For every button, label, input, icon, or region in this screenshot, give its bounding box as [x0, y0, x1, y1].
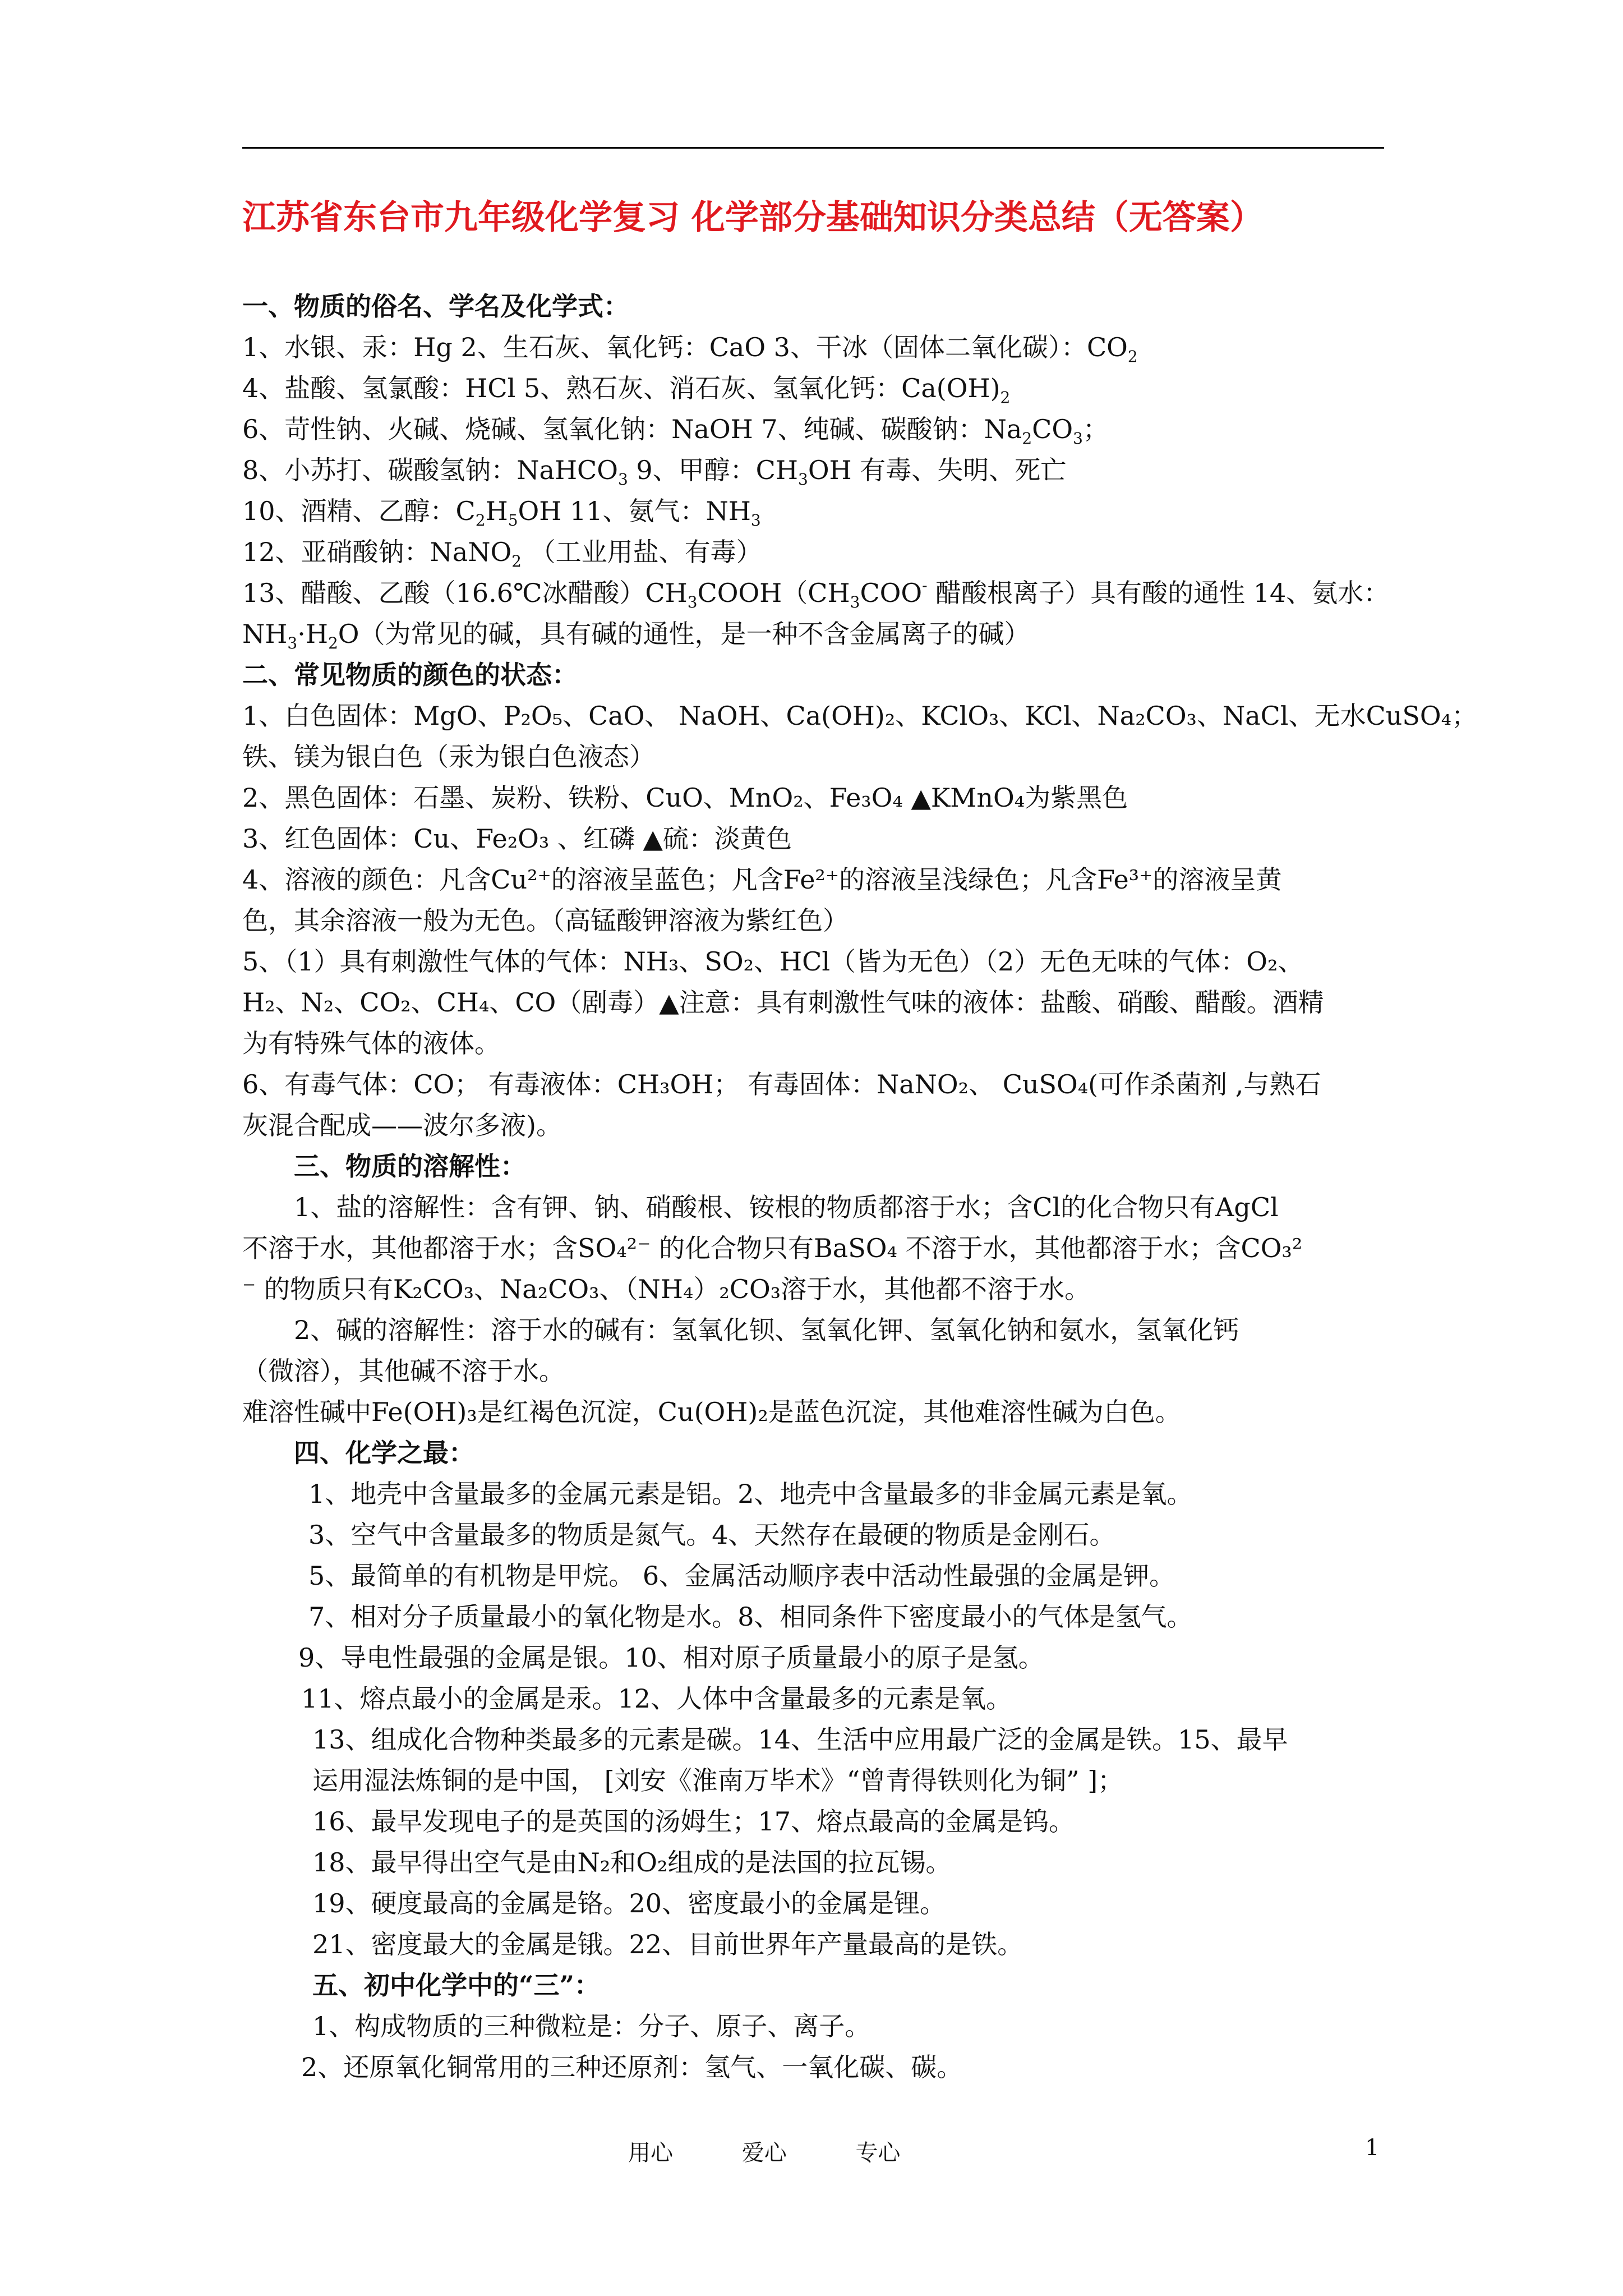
- section-heading-4: 四、化学之最：: [294, 1438, 474, 1468]
- text-line: 1、盐的溶解性：含有钾、钠、硝酸根、铵根的物质都溶于水；含Cl的化合物只有AgCl: [294, 1192, 1279, 1222]
- text-line: ⁻ 的物质只有K₂CO₃、Na₂CO₃、（NH₄）₂CO₃溶于水，其他都不溶于水。: [242, 1274, 1091, 1304]
- text-line: 11、熔点最小的金属是汞。12、人体中含量最多的元素是氧。: [301, 1683, 1012, 1714]
- text-line: 18、最早得出空气是由N₂和O₂组成的是法国的拉瓦锡。: [312, 1847, 952, 1878]
- text-line: 色，其余溶液一般为无色。（高锰酸钾溶液为紫红色）: [242, 905, 849, 936]
- section-heading-1: 一、物质的俗名、学名及化学式：: [242, 291, 629, 321]
- text-line: 3、空气中含量最多的物质是氮气。4、天然存在最硬的物质是金刚石。: [308, 1520, 1115, 1550]
- text-line: 13、醋酸、乙酸（16.6℃冰醋酸）$CH_3COOH(CH_3COO^-$ 醋酸根离子）具有酸的通性 14、氨水：: [242, 576, 1390, 611]
- section-heading-5: 五、初中化学中的“三”：: [312, 1970, 600, 2000]
- text-line: 13、组成化合物种类最多的元素是碳。14、生活中应用最广泛的金属是铁。15、最早: [312, 1724, 1288, 1755]
- text-line: 难溶性碱中Fe(OH)₃是红褐色沉淀，Cu(OH)₂是蓝色沉淀，其他难溶性碱为白色。: [242, 1397, 1181, 1427]
- text-line: 19、硬度最高的金属是铬。20、密度最小的金属是锂。: [312, 1888, 946, 1918]
- text-line: 为有特殊气体的液体。: [242, 1028, 500, 1059]
- text-line: 10、酒精、乙醇：$C_2H_5OH$ 11、氨气：$NH_3$: [242, 496, 761, 530]
- text-line: 运用湿法炼铜的是中国， [刘安《淮南万毕术》“曾青得铁则化为铜” ]；: [312, 1765, 1124, 1796]
- text-line: 5、最简单的有机物是甲烷。 6、金属活动顺序表中活动性最强的金属是钾。: [308, 1561, 1175, 1591]
- text-line: 3、红色固体：Cu、Fe₂O₃ 、红磷 ▲硫：淡黄色: [242, 823, 792, 854]
- text-line: H₂、N₂、CO₂、CH₄、CO（剧毒）▲注意：具有刺激性气味的液体：盐酸、硝酸、醋酸。酒精: [242, 987, 1324, 1018]
- text-line: 16、最早发现电子的是英国的汤姆生；17、熔点最高的金属是钨。: [312, 1806, 1075, 1837]
- text-line: （微溶），其他碱不溶于水。: [242, 1356, 565, 1386]
- text-line: 12、亚硝酸钠：NaNO$_2$ （工业用盐、有毒）: [242, 537, 762, 570]
- section-heading-2: 二、常见物质的颜色的状态：: [242, 660, 578, 690]
- header-rule: [242, 147, 1384, 149]
- text-line: 21、密度最大的金属是锇。22、目前世界年产量最高的是铁。: [312, 1929, 1023, 1959]
- text-line: 不溶于水，其他都溶于水；含SO₄²⁻ 的化合物只有BaSO₄ 不溶于水，其他都溶于水；含CO₃²: [242, 1233, 1303, 1263]
- page-number: 1: [1365, 2135, 1380, 2161]
- text-line: $NH_3\cdot H_2O$（为常见的碱，具有碱的通性，是一种不含金属离子的碱）: [242, 619, 1030, 652]
- text-line: 9、导电性最强的金属是银。10、相对原子质量最小的原子是氢。: [298, 1642, 1044, 1673]
- text-line: 1、地壳中含量最多的金属元素是铝。2、地壳中含量最多的非金属元素是氧。: [308, 1479, 1193, 1509]
- text-line: 4、溶液的颜色：凡含Cu²⁺的溶液呈蓝色；凡含Fe²⁺的溶液呈浅绿色；凡含Fe³⁺的溶液呈黄: [242, 864, 1282, 895]
- page-footer: [628, 2135, 962, 2167]
- text-line: 5、（1）具有刺激性气体的气体：NH₃、SO₂、HCl（皆为无色）（2）无色无味的气体：O₂、: [242, 946, 1304, 977]
- text-line: 灰混合配成——波尔多液)。: [242, 1110, 562, 1140]
- section-heading-3: 三、物质的溶解性：: [294, 1151, 526, 1181]
- text-line: 2、黑色固体：石墨、炭粉、铁粉、CuO、MnO₂、Fe₃O₄ ▲KMnO₄为紫黑色: [242, 783, 1128, 813]
- text-line: 1、水银、汞：Hg 2、生石灰、氧化钙：CaO 3、干冰（固体二氧化碳）：$CO_2$: [242, 332, 1138, 366]
- footer-text-right: 专心: [855, 2140, 901, 2166]
- text-line: 7、相对分子质量最小的氧化物是水。8、相同条件下密度最小的气体是氢气。: [308, 1602, 1193, 1632]
- text-line: 铁、镁为银白色（汞为银白色液态）: [242, 742, 655, 772]
- text-line: 1、白色固体：MgO、P₂O₅、CaO、 NaOH、Ca(OH)₂、KClO₃、KCl、Na₂CO₃、NaCl、无水CuSO₄；: [242, 701, 1478, 731]
- text-line: 6、苛性钠、火碱、烧碱、氢氧化钠：NaOH 7、纯碱、碳酸钠：$Na_2CO_3$；: [242, 414, 1109, 448]
- footer-text-left: 用心: [628, 2140, 673, 2166]
- text-line: 8、小苏打、碳酸氢钠：NaHCO$_3$ 9、甲醇：$CH_3OH$ 有毒、失明、死亡: [242, 455, 1067, 489]
- document-title: 江苏省东台市九年级化学复习 化学部分基础知识分类总结（无答案）: [242, 198, 1264, 237]
- text-line: 2、还原氧化铜常用的三种还原剂：氢气、一氧化碳、碳。: [301, 2052, 963, 2082]
- text-line: 6、有毒气体：CO； 有毒液体：CH₃OH； 有毒固体：NaNO₂、 CuSO₄(可作杀菌剂 ,与熟石: [242, 1069, 1321, 1099]
- text-line: 1、构成物质的三种微粒是：分子、原子、离子。: [312, 2011, 871, 2041]
- text-line: 2、碱的溶解性：溶于水的碱有：氢氧化钡、氢氧化钾、氢氧化钠和氨水，氢氧化钙: [294, 1315, 1239, 1345]
- text-line: 4、盐酸、氢氯酸：HCl 5、熟石灰、消石灰、氢氧化钙：$Ca(OH)_2$: [242, 373, 1011, 407]
- footer-text-middle: 爱心: [741, 2140, 787, 2166]
